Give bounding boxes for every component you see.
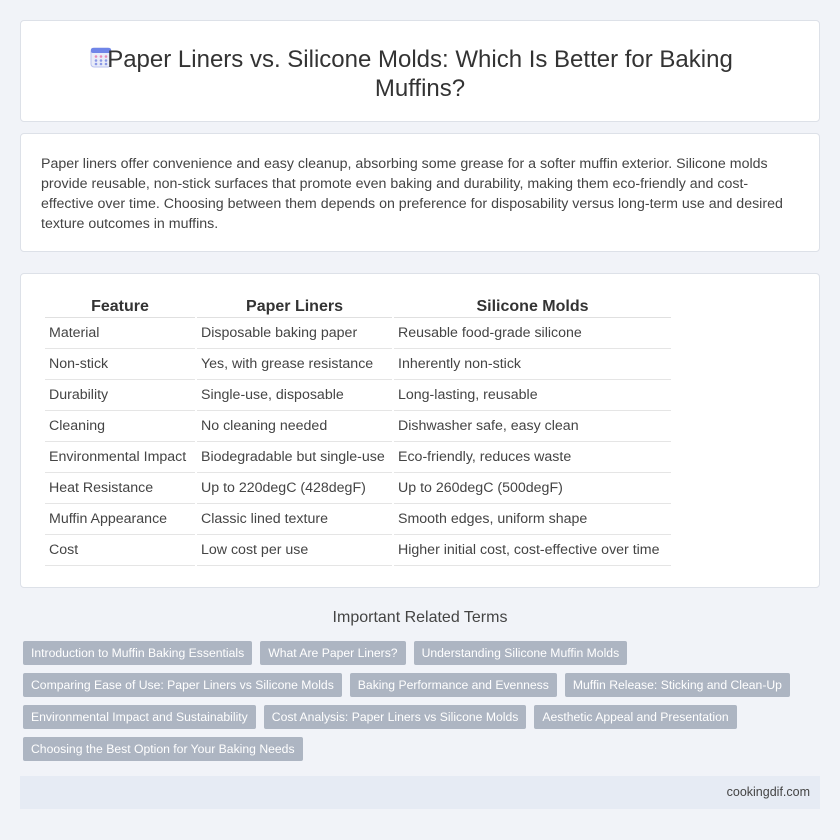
table-header-row [45,296,671,318]
comparison-table-card [20,273,820,588]
summary-card [20,133,820,252]
related-terms-list [23,641,823,769]
related-term-tag[interactable]: Comparing Ease of Use: Paper Liners vs Silicone Molds [23,673,342,697]
related-term-tag[interactable]: Muffin Release: Sticking and Clean-Up [565,673,790,697]
related-term-tag[interactable]: Introduction to Muffin Baking Essentials [23,641,252,665]
related-term-tag[interactable]: Choosing the Best Option for Your Baking Needs [23,737,303,761]
related-terms-heading: Important Related Terms [332,609,508,626]
table-cell: Up to 260degC (500degF) [394,473,671,504]
column-header: Silicone Molds [394,296,671,318]
table-cell: Non-stick [45,349,195,380]
related-term-tag[interactable]: Baking Performance and Evenness [350,673,557,697]
table-cell: Eco-friendly, reduces waste [394,442,671,473]
table-cell: Dishwasher safe, easy clean [394,411,671,442]
table-row [45,504,671,535]
comparison-table [43,296,673,566]
column-header: Paper Liners [197,296,392,318]
related-term-tag[interactable]: Environmental Impact and Sustainability [23,705,256,729]
summary-text: Paper liners offer convenience and easy cleanup, absorbing some grease for a softer muffin exterior. Silicone molds provide reusable, non-stick surfaces that promote even baking and durability, making them eco-friendly and cost-effective over time. Choosing between them depends on preference for disposability versus long-term use and desired texture outcomes in muffins. [41,156,783,232]
table-cell: Long-lasting, reusable [394,380,671,411]
related-term-tag[interactable]: Understanding Silicone Muffin Molds [414,641,628,665]
table-cell: Classic lined texture [197,504,392,535]
table-row [45,349,671,380]
table-cell: Up to 220degC (428degF) [197,473,392,504]
table-cell: Disposable baking paper [197,318,392,349]
table-cell: Smooth edges, uniform shape [394,504,671,535]
table-row [45,535,671,566]
table-cell: Environmental Impact [45,442,195,473]
table-cell: Muffin Appearance [45,504,195,535]
related-term-tag[interactable]: Cost Analysis: Paper Liners vs Silicone Molds [264,705,527,729]
table-cell: No cleaning needed [197,411,392,442]
table-cell: Inherently non-stick [394,349,671,380]
table-cell: Material [45,318,195,349]
table-row [45,411,671,442]
table-row [45,380,671,411]
table-row [45,442,671,473]
title-card [20,20,820,122]
page-title: Paper Liners vs. Silicone Molds: Which Is Better for Baking Muffins? [107,46,733,102]
table-cell: Durability [45,380,195,411]
footer [20,776,820,809]
table-row [45,318,671,349]
table-cell: Cost [45,535,195,566]
table-cell: Reusable food-grade silicone [394,318,671,349]
table-cell: Yes, with grease resistance [197,349,392,380]
table-row [45,473,671,504]
footer-site-link[interactable]: cookingdif.com [726,785,810,799]
table-cell: Cleaning [45,411,195,442]
related-term-tag[interactable]: Aesthetic Appeal and Presentation [534,705,736,729]
table-cell: Single-use, disposable [197,380,392,411]
table-cell: Heat Resistance [45,473,195,504]
table-cell: Higher initial cost, cost-effective over time [394,535,671,566]
column-header: Feature [45,296,195,318]
related-term-tag[interactable]: What Are Paper Liners? [260,641,405,665]
title-wrap [21,45,819,103]
table-cell: Low cost per use [197,535,392,566]
table-cell: Biodegradable but single-use [197,442,392,473]
